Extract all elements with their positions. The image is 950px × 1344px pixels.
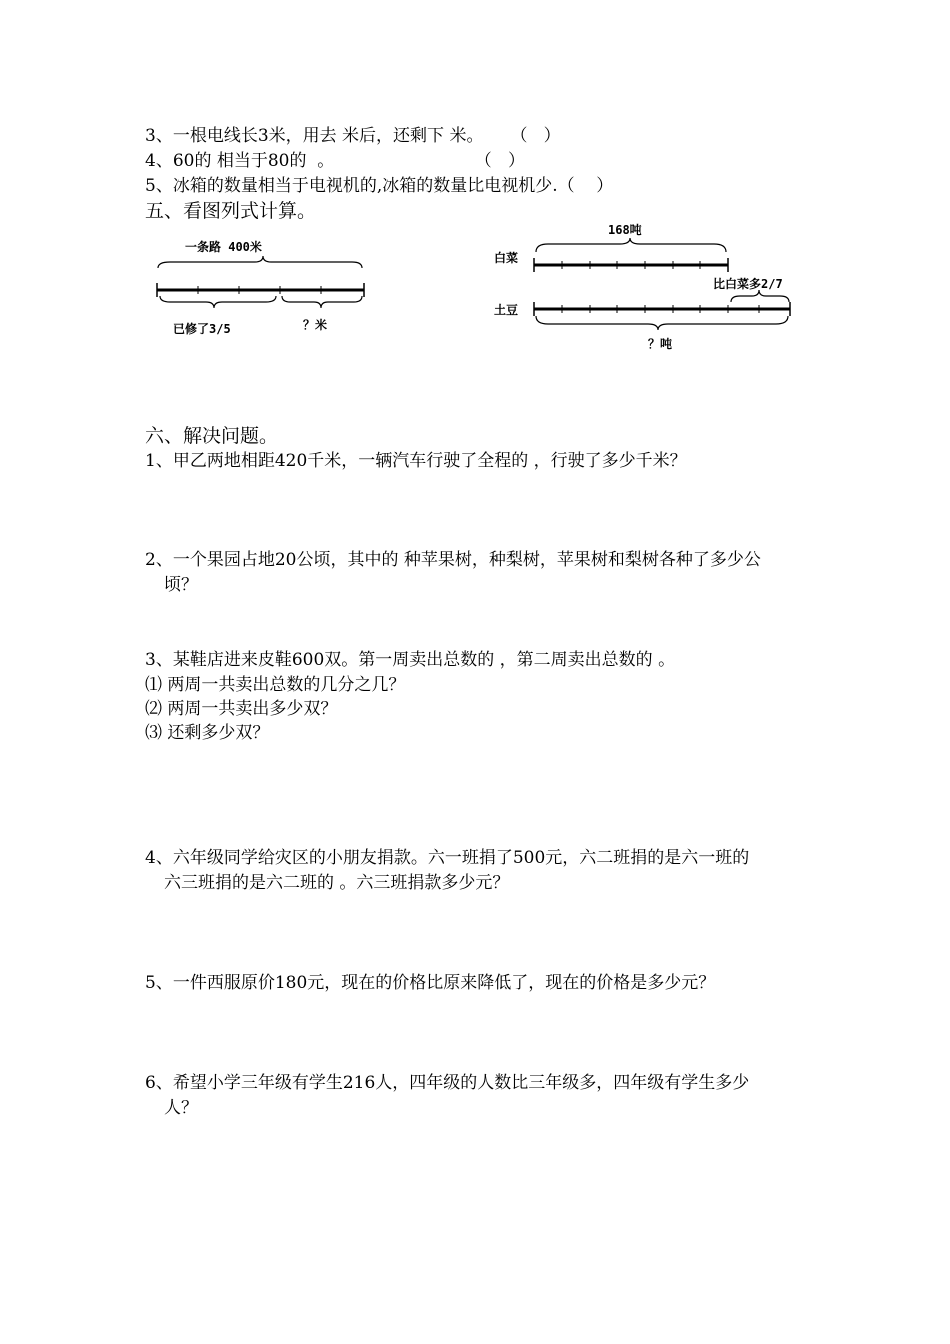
cabbage-label: 白菜 [494,251,519,265]
problem-4-line-1: 4、六年级同学给灾区的小朋友捐款。六一班捐了500元，六二班捐的是六一班的 [145,848,750,868]
road-total-label: 一条路 400米 [185,240,262,254]
problem-6-line-2: 人？ [164,1098,198,1118]
road-remaining-label: ？米 [303,318,328,332]
judge-item-5: 5、冰箱的数量相当于电视机的,冰箱的数量比电视机少.（ ） [145,176,614,196]
road-repaired-label: 已修了3/5 [173,322,231,336]
problem-3-question-3: ⑶ 还剩多少双？ [145,723,270,743]
more-than-cabbage-label: 比白菜多2/7 [713,277,783,291]
problem-1: 1、甲乙两地相距420千米，一辆汽车行驶了全程的 ，行驶了多少千米？ [145,451,687,471]
problem-2-line-2: 顷？ [164,575,198,595]
section-5-title: 五、看图列式计算。 [145,200,317,222]
problem-3: 3、某鞋店进来皮鞋600双。第一周卖出总数的 ，第二周卖出总数的 。 [145,650,676,670]
judge-item-3: 3、一根电线长3米，用去 米后，还剩下 米。 （ ） [145,126,561,146]
problem-6-line-1: 6、希望小学三年级有学生216人，四年级的人数比三年级多，四年级有学生多少 [145,1073,750,1093]
problem-3-question-2: ⑵ 两周一共卖出多少双？ [145,699,338,719]
cabbage-total-label: 168吨 [608,223,642,237]
problem-4-line-2: 六三班捐的是六二班的 。六三班捐款多少元？ [164,873,510,893]
problem-2-line-1: 2、一个果园占地20公顷，其中的 种苹果树，种梨树，苹果树和梨树各种了多少公 [145,550,761,570]
problem-5: 5、一件西服原价180元，现在的价格比原来降低了，现在的价格是多少元？ [145,973,716,993]
road-diagram [157,239,364,336]
cabbage-potato-diagram [494,222,790,351]
problem-3-question-1: ⑴ 两周一共卖出总数的几分之几？ [145,675,406,695]
judge-item-4: 4、60的 相当于80的 。 （ ） [145,151,526,171]
potato-label: 土豆 [494,303,519,317]
section-6-title: 六、解决问题。 [145,425,279,447]
potato-total-label: ？吨 [648,337,673,351]
